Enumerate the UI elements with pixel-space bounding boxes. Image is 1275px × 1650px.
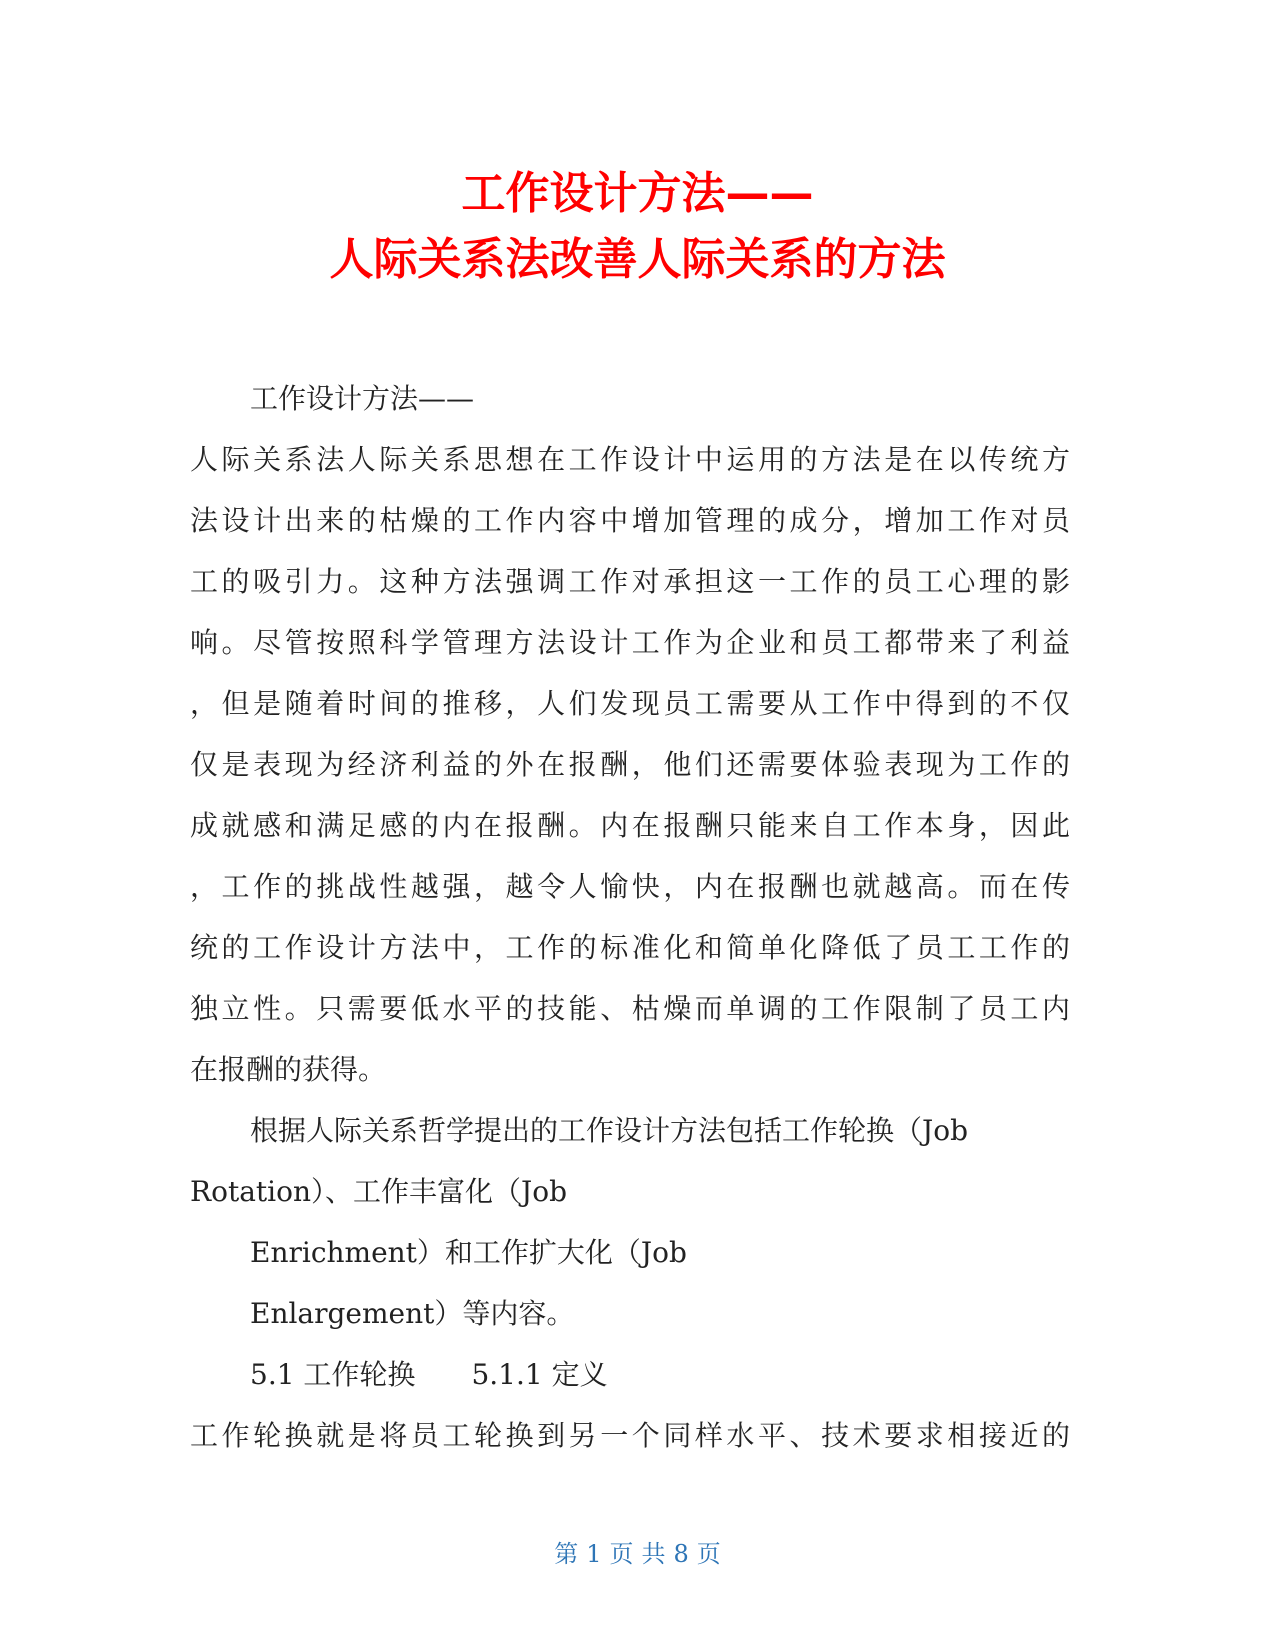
footer-label-gong: 共 [641, 1540, 666, 1568]
body-line: 根据人际关系哲学提出的工作设计方法包括工作轮换（Job [250, 1114, 969, 1147]
body-line: ，但是随着时间的推移，人们发现员工需要从工作中得到的不仅 [190, 687, 1070, 720]
body-line: Enrichment）和工作扩大化（Job [250, 1236, 687, 1269]
body-line: 工的吸引力。这种方法强调工作对承担这一工作的员工心理的影 [190, 565, 1070, 598]
document-body [190, 368, 1070, 1466]
footer-label-di: 第 [554, 1540, 579, 1568]
body-line: Rotation）、工作丰富化（Job [190, 1175, 567, 1208]
document-title-line-1: 工作设计方法—— [461, 168, 814, 219]
body-line: 法设计出来的枯燥的工作内容中增加管理的成分，增加工作对员 [190, 504, 1070, 537]
footer-label-ye2: 页 [696, 1540, 721, 1568]
footer-total-pages: 8 [673, 1540, 689, 1568]
footer-label-ye: 页 [609, 1540, 634, 1568]
body-line: Enlargement）等内容。 [250, 1297, 575, 1330]
section-heading-5-1: 5.1 工作轮换 [250, 1358, 416, 1391]
body-line: 人际关系法人际关系思想在工作设计中运用的方法是在以传统方 [190, 443, 1070, 476]
body-line: 仅是表现为经济利益的外在报酬，他们还需要体验表现为工作的 [190, 748, 1070, 781]
body-line: 统的工作设计方法中，工作的标准化和简单化降低了员工工作的 [190, 931, 1070, 964]
body-line: 工作设计方法—— [250, 382, 475, 415]
section-heading-5-1-1: 5.1.1 定义 [471, 1358, 608, 1391]
section-heading-line [190, 1344, 1070, 1405]
body-line: 在报酬的获得。 [190, 1053, 387, 1086]
body-line: 工作轮换就是将员工轮换到另一个同样水平、技术要求相接近的 [190, 1419, 1070, 1452]
body-line: 成就感和满足感的内在报酬。内在报酬只能来自工作本身，因此 [190, 809, 1070, 842]
document-title-line-2: 人际关系法改善人际关系的方法 [329, 234, 946, 285]
body-line: 响。尽管按照科学管理方法设计工作为企业和员工都带来了利益 [190, 626, 1070, 659]
page-footer [0, 1538, 1275, 1570]
body-line: 独立性。只需要低水平的技能、枯燥而单调的工作限制了员工内 [190, 992, 1070, 1025]
footer-current-page: 1 [586, 1540, 602, 1568]
body-line: ，工作的挑战性越强，越令人愉快，内在报酬也就越高。而在传 [190, 870, 1070, 903]
